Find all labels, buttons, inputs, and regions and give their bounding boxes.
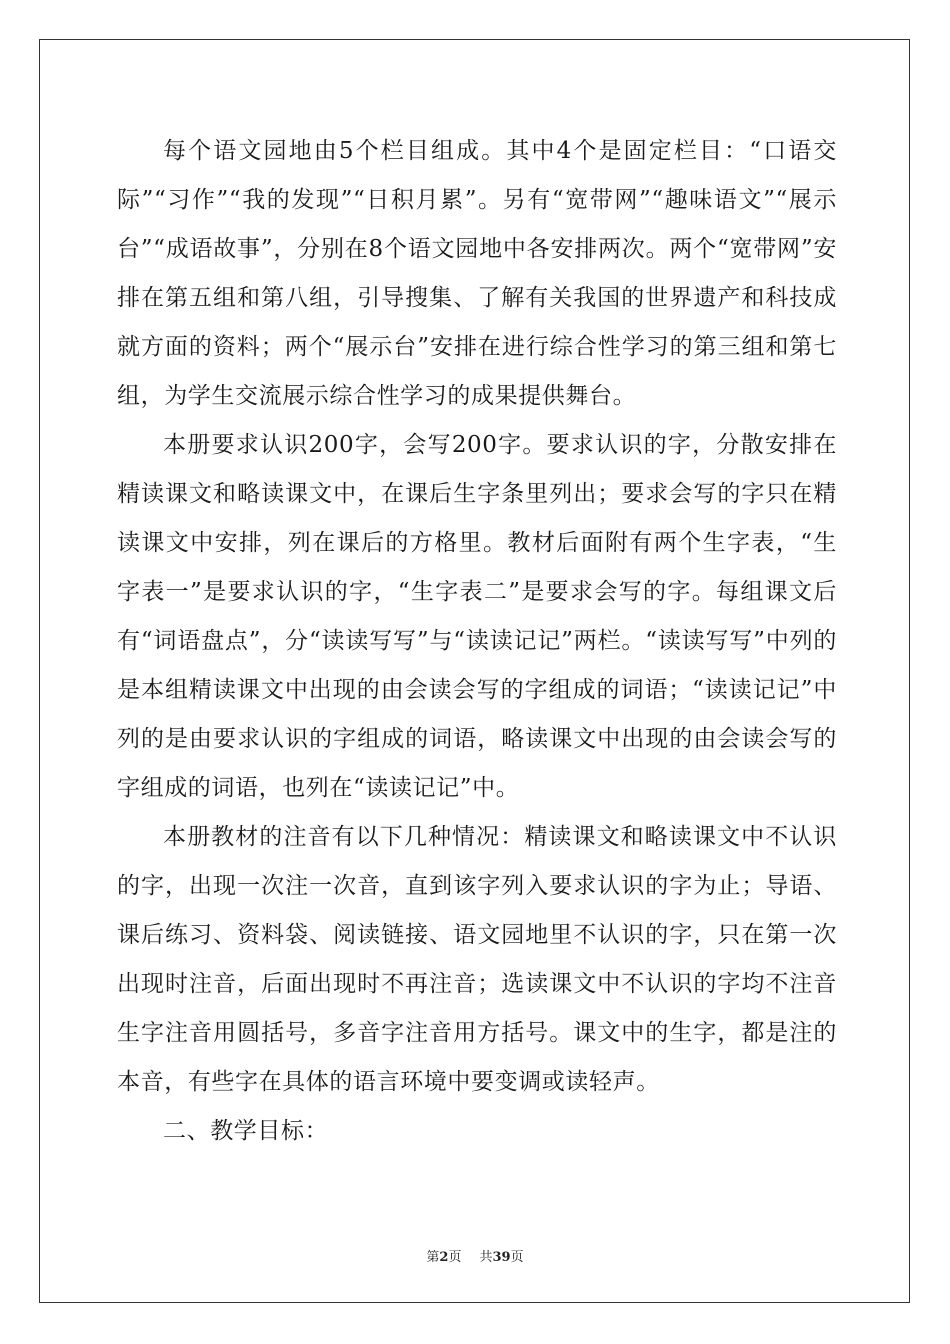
total-suffix: 页 xyxy=(510,1250,524,1265)
section-heading: 二、教学目标： xyxy=(163,1118,329,1144)
total-prefix: 共 xyxy=(479,1250,493,1265)
page-prefix: 第 xyxy=(426,1250,440,1265)
total-pages: 39 xyxy=(492,1250,511,1265)
paragraph-1: 每个语文园地由5个栏目组成。其中4个是固定栏目：“口语交际”“习作”“我的发现”“日积月累”。另有“宽带网”“趣味语文”“展示台”“成语故事”，分别在8个语文园地中各安排两次。两个“宽带网”安排在第五组和第八组，引导搜集、了解有关我国的世界遗产和科技成就方面的资料；两个“展示台”安排在进行综合性学习的第三组和第七组，为学生交流展示综合性学习的成果提供舞台。 xyxy=(117,138,837,409)
paragraph-3: 本册教材的注音有以下几种情况：精读课文和略读课文中不认识的字，出现一次注一次音，直到该字列入要求认识的字为止；导语、课后练习、资料袋、阅读链接、语文园地里不认识的字，只在第一次出现时注音，后面出现时不再注音；选读课文中不认识的字均不注音生字注音用圆括号，多音字注音用方括号。课文中的生字，都是注的本音，有些字在具体的语言环境中要变调或读轻声。 xyxy=(117,824,837,1095)
paragraph-2: 本册要求认识200字，会写200字。要求认识的字，分散安排在精读课文和略读课文中，在课后生字条里列出；要求会写的字只在精读课文中安排，列在课后的方格里。教材后面附有两个生字表，“生字表一”是要求认识的字，“生字表二”是要求会写的字。每组课文后有“词语盘点”，分“读读写写”与“读读记记”两栏。“读读写写”中列的是本组精读课文中出现的由会读会写的字组成的词语；“读读记记”中列的是由要求认识的字组成的词语，略读课文中出现的由会读会写的字组成的词语，也列在“读读记记”中。 xyxy=(117,432,837,801)
page-suffix: 页 xyxy=(448,1250,462,1265)
document-body xyxy=(117,127,837,1156)
page-number: 2 xyxy=(439,1250,449,1265)
page-footer xyxy=(0,1246,950,1265)
